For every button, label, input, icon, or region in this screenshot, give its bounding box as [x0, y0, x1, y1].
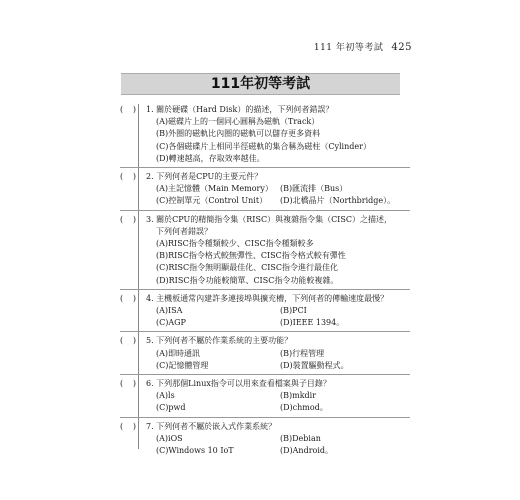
option-b: (B)Debian	[280, 433, 321, 443]
question-stem: 7. 下列何者不屬於嵌入式作業系統？	[146, 421, 277, 431]
option-a: (A)iOS	[156, 433, 183, 443]
question-2	[120, 167, 410, 210]
question-stem-continued: 下列何者錯誤？	[156, 226, 212, 236]
question-stem: 1. 關於硬碟（Hard Disk）的描述，下列何者錯誤？	[146, 105, 334, 114]
option-a: (A)主記憶體（Main Memory）	[156, 184, 273, 194]
option-b: (B)外圈的磁軌比內圈的磁軌可以儲存更多資料	[156, 129, 321, 139]
answer-blank: ( )	[120, 172, 136, 182]
option-c: (C)各個磁碟片上相同半徑磁軌的集合稱為磁柱（Cylinder）	[156, 141, 371, 151]
question-1	[120, 104, 410, 167]
answer-blank: ( )	[120, 336, 136, 346]
question-stem: 5. 下列何者不屬於作業系統的主要功能？	[146, 336, 293, 346]
option-d: (D)RISC指令功能較簡單、CISC指令功能較複雜。	[156, 275, 339, 285]
option-d: (D)裝置驅動程式。	[280, 360, 349, 370]
question-list	[120, 104, 410, 459]
question-4	[120, 289, 410, 332]
option-d: (D)北橋晶片（Northbridge）。	[280, 196, 396, 206]
option-b: (B)匯流排（Bus）	[280, 184, 348, 194]
option-a: (A)磁碟片上的一個同心圓稱為磁軌（Track）	[156, 117, 320, 127]
answer-blank: ( )	[120, 105, 136, 114]
option-c: (C)Windows 10 IoT	[156, 446, 234, 456]
option-b: (B)mkdir	[280, 391, 317, 401]
option-a: (A)即時通訊	[156, 348, 201, 358]
option-a: (A)ls	[156, 391, 175, 401]
option-c: (C)AGP	[156, 318, 186, 328]
exam-title: 111年初等考試	[121, 73, 400, 95]
option-b: (B)RISC指令格式較無彈性、CISC指令格式較有彈性	[156, 251, 346, 261]
option-a: (A)ISA	[156, 306, 183, 316]
option-c: (C)控制單元（Control Unit）	[156, 196, 268, 206]
question-stem: 2. 下列何者是CPU的主要元件？	[146, 172, 263, 182]
answer-blank: ( )	[120, 379, 136, 389]
running-header	[314, 40, 412, 53]
option-d: (D)Android。	[280, 446, 334, 456]
question-6	[120, 374, 410, 417]
option-d: (D)轉速越高，存取效率越佳。	[156, 153, 265, 163]
answer-blank: ( )	[120, 214, 136, 224]
question-stem: 6. 下列那個Linux指令可以用來查看檔案與子目錄？	[146, 379, 331, 389]
page-number: 425	[391, 42, 412, 53]
answer-blank: ( )	[120, 293, 136, 303]
option-a: (A)RISC指令種類較少、CISC指令種類較多	[156, 239, 314, 249]
question-3	[120, 210, 410, 289]
option-b: (B)PCI	[280, 306, 307, 316]
option-c: (C)pwd	[156, 403, 186, 413]
option-c: (C)RISC指令無明顯最佳化、CISC指令進行最佳化	[156, 263, 339, 273]
running-header-text: 111 年初等考試	[313, 43, 384, 53]
question-stem: 4. 主機板通常內建許多連接埠與擴充槽，下列何者的傳輸速度最慢？	[146, 293, 389, 303]
option-d: (D)IEEE 1394。	[280, 318, 345, 328]
question-7	[120, 417, 410, 460]
option-d: (D)chmod。	[280, 403, 328, 413]
option-c: (C)記憶體管理	[156, 360, 209, 370]
question-stem: 3. 關於CPU的精簡指令集（RISC）與複雜指令集（CISC）之描述，	[146, 214, 392, 224]
question-5	[120, 331, 410, 374]
answer-blank: ( )	[120, 421, 136, 431]
option-b: (B)行程管理	[280, 348, 325, 358]
